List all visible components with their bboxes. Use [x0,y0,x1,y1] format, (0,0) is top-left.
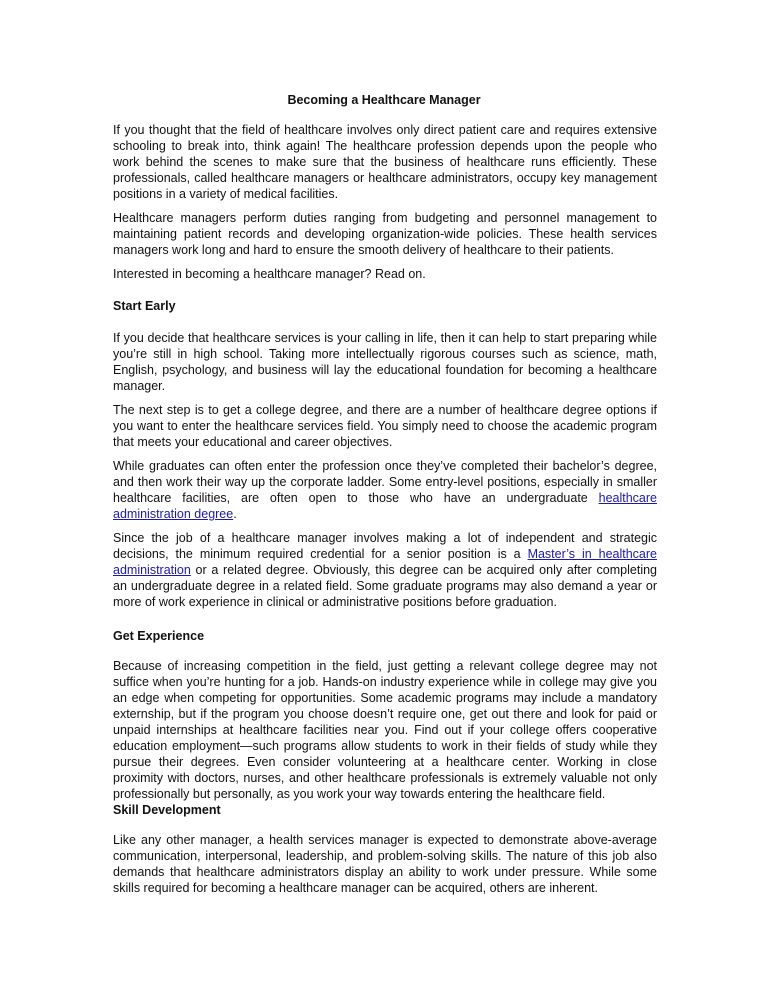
text-line: Start Early [113,299,176,313]
hyperlink[interactable]: administration [113,563,191,577]
paragraph [113,530,657,610]
paragraph [113,458,657,522]
text-line: more of work experience in clinical or administrative positions before graduation. [113,595,557,609]
text-line: externship, but if the program you choose doesn’t require one, get out there and look for paid or [113,707,657,721]
paragraph [113,122,657,202]
text-line [113,546,657,562]
paragraph [113,832,657,896]
paragraph [113,330,657,394]
section-heading [113,298,657,314]
text-line: unpaid internships at healthcare facilities near you. Find out if your college offers cooperative [113,723,657,737]
text-line: While graduates can often enter the profession once they’ve completed their bachelor’s degree, [113,459,657,473]
text-segment: decisions, the minimum required credential for a senior position is a [113,547,528,561]
text-line: Interested in becoming a healthcare manager? Read on. [113,267,426,281]
text-line: Get Experience [113,629,205,643]
text-segment: healthcare facilities, are often open to those who have an undergraduate [113,491,599,505]
text-line: work behind the scenes to make sure that the business of healthcare runs efficiently. These [113,155,657,169]
text-line: If you thought that the field of healthcare involves only direct patient care and requires extensive [113,123,657,137]
text-line: maintaining patient records and developing organization-wide policies. These health services [113,227,657,241]
section-heading [113,628,657,644]
hyperlink[interactable]: administration degree [113,507,234,521]
text-segment: or a related degree. Obviously, this degree can be acquired only after completing [190,563,657,577]
text-line: suffice when you’re hunting for a job. Hands-on industry experience while in college may give you [113,675,657,689]
text-line [113,562,657,578]
text-line: an undergraduate degree in a related field. Some graduate programs may also demand a year or [113,579,657,593]
paragraph [113,266,657,282]
hyperlink[interactable]: healthcare [598,491,657,505]
document-title: Becoming a Healthcare Manager [287,93,481,107]
text-line: education employment—such programs allow students to work in their fields of study while they [113,739,657,753]
text-line: Because of increasing competition in the field, just getting a relevant college degree may not [113,659,657,673]
paragraph [113,658,657,802]
paragraph [113,210,657,258]
text-line: you want to enter the healthcare services field. You simply need to choose the academic program [113,419,657,433]
text-line: Like any other manager, a health services manager is expected to demonstrate above-average [113,833,657,847]
text-line: you’re still in high school. Taking more intellectually rigorous courses such as science, math, [113,347,657,361]
text-line: professionals, called healthcare managers or healthcare administrators, occupy key management [113,171,657,185]
text-line [113,490,657,506]
text-line: an edge when competing for opportunities. Some academic programs may include a mandatory [113,691,657,705]
text-line: and then work their way up the corporate ladder. Some entry-level positions, especially in smaller [113,475,657,489]
text-line: demands that healthcare administrators display an ability to work under pressure. While some [113,865,657,879]
text-line: schooling to break into, think again! The healthcare profession depends upon the people who [113,139,657,153]
text-line: professionally but personally, as you work your way towards entering the healthcare field. [113,787,606,801]
text-line: pursue their degrees. Even consider volunteering at a healthcare center. Working in close [113,755,657,769]
text-line: proximity with doctors, nurses, and other healthcare professionals is extremely valuable not only [113,771,657,785]
section-heading [113,802,657,818]
text-line: communication, interpersonal, leadership, and problem-solving skills. The nature of this job also [113,849,657,863]
text-line: skills required for becoming a healthcare manager can be acquired, others are inherent. [113,881,598,895]
paragraph [113,402,657,450]
text-line: If you decide that healthcare services is your calling in life, then it can help to start preparing while [113,331,657,345]
text-segment: . [233,507,237,521]
text-line: managers work long and hard to ensure the smooth delivery of healthcare to their patients. [113,243,614,257]
text-line: that meets your educational and career objectives. [113,435,393,449]
text-line: manager. [113,379,166,393]
text-line: The next step is to get a college degree, and there are a number of healthcare degree options if [113,403,657,417]
text-line: Skill Development [113,803,221,817]
text-line: positions in a variety of medical facilities. [113,187,339,201]
text-line [113,506,657,522]
text-line: Healthcare managers perform duties ranging from budgeting and personnel management to [113,211,657,225]
text-line: Since the job of a healthcare manager involves making a lot of independent and strategic [113,531,657,545]
hyperlink[interactable]: Master’s in healthcare [527,547,657,561]
text-line: English, psychology, and business will lay the educational foundation for becoming a healthcare [113,363,657,377]
